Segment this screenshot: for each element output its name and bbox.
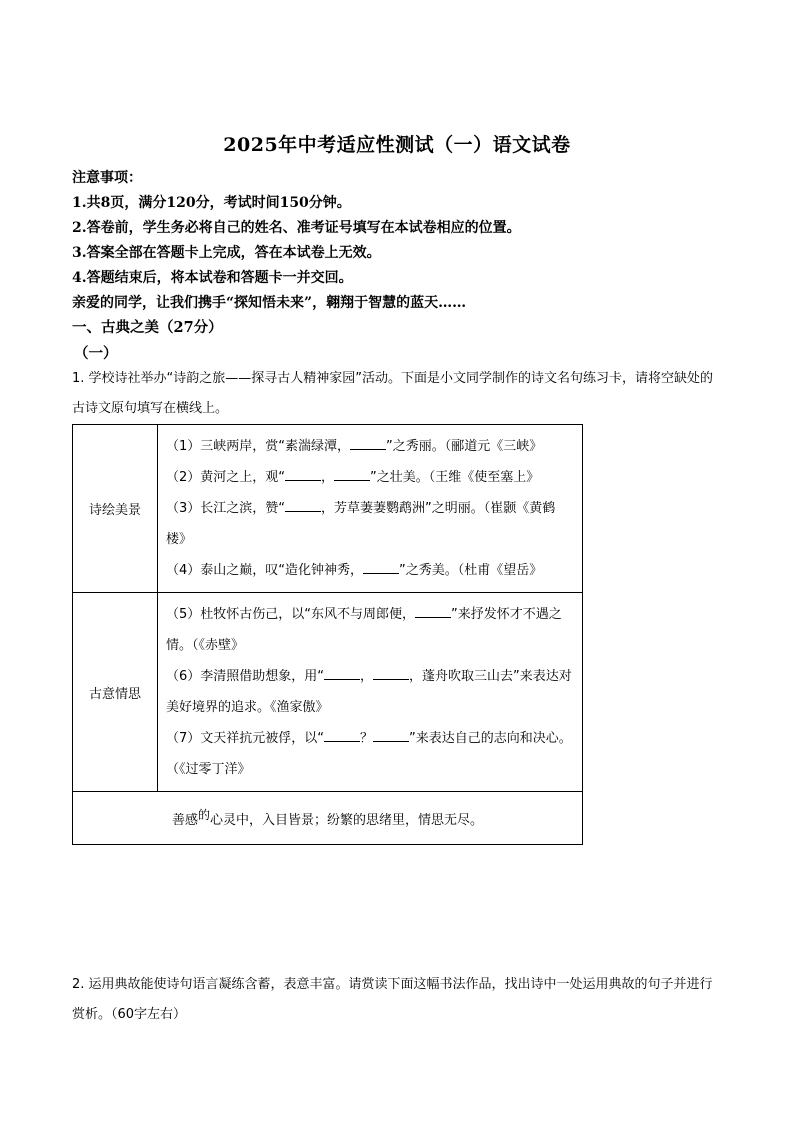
fill-item: （7）文天祥抗元被俘，以“ ？ ”来表达自己的志向和决心。（《过零丁洋》 [166,723,574,785]
question-1-text: 1. 学校诗社举办“诗韵之旅——探寻古人精神家园”活动。下面是小文同学制作的诗文名句练习卡，请将空缺处的古诗文原句填写在横线上。 [72,371,714,416]
items-cell [158,593,583,792]
answer-blank[interactable] [415,603,451,618]
poem-practice-table [72,424,583,845]
notice-item: 1.共8页，满分120分，考试时间150分钟。 [72,195,351,211]
table-footer-cell: 善感的心灵中，入目皆景；纷繁的思绪里，情思无尽。 [73,792,583,845]
answer-blank[interactable] [350,435,386,450]
section-heading: 一、古典之美（27分） [72,319,223,336]
table-row [73,425,583,593]
answer-blank[interactable] [285,497,321,512]
notice-item: 3.答案全部在答题卡上完成，答在本试卷上无效。 [72,245,381,261]
notice-item: 2.答卷前，学生务必将自己的姓名、准考证号填写在本试卷相应的位置。 [72,220,521,236]
notice-heading: 注意事项： [72,170,142,186]
answer-blank[interactable] [334,466,370,481]
table-row [73,792,583,845]
answer-blank[interactable] [324,727,360,742]
greeting: 亲爱的同学，让我们携手“探知悟未来”，翱翔于智慧的蓝天…… [72,295,467,311]
answer-blank[interactable] [363,559,399,574]
notice-item: 4.答题结束后，将本试卷和答题卡一并交回。 [72,270,353,286]
category-cell: 诗绘美景 [73,425,158,593]
page-title: 2025年中考适应性测试（一）语文试卷 [223,134,571,156]
answer-blank[interactable] [373,665,409,680]
fill-item: （6）李清照借助想象，用“ ， ，蓬舟吹取三山去”来表达对美好境界的追求。《渔家傲》 [166,661,574,723]
answer-blank[interactable] [285,466,321,481]
fill-item: （2）黄河之上，观“ ， ”之壮美。（王维《使至塞上》 [166,462,574,493]
table-row [73,593,583,792]
subsection-heading: （一） [74,345,118,362]
answer-blank[interactable] [373,727,409,742]
answer-blank[interactable] [324,665,360,680]
fill-item: （3）长江之滨，赞“ ，芳草萋萋鹦鹉洲”之明丽。（崔颢《黄鹤楼》 [166,493,574,555]
category-cell: 古意情思 [73,593,158,792]
items-cell [158,425,583,593]
fill-item: （1）三峡两岸，赏“素湍绿潭， ”之秀丽。（郦道元《三峡》 [166,431,574,462]
notice-block [72,166,732,316]
fill-item: （4）泰山之巅，叹“造化钟神秀， ”之秀美。（杜甫《望岳》 [166,555,574,586]
fill-item: （5）杜牧怀古伤己，以“东风不与周郎便， ”来抒发怀才不遇之情。（《赤壁》 [166,599,574,661]
question-2-text: 2. 运用典故能使诗句语言凝练含蓄，表意丰富。请赏读下面这幅书法作品，找出诗中一处运用典故的句子并进行赏析。（60字左右） [72,977,713,1022]
